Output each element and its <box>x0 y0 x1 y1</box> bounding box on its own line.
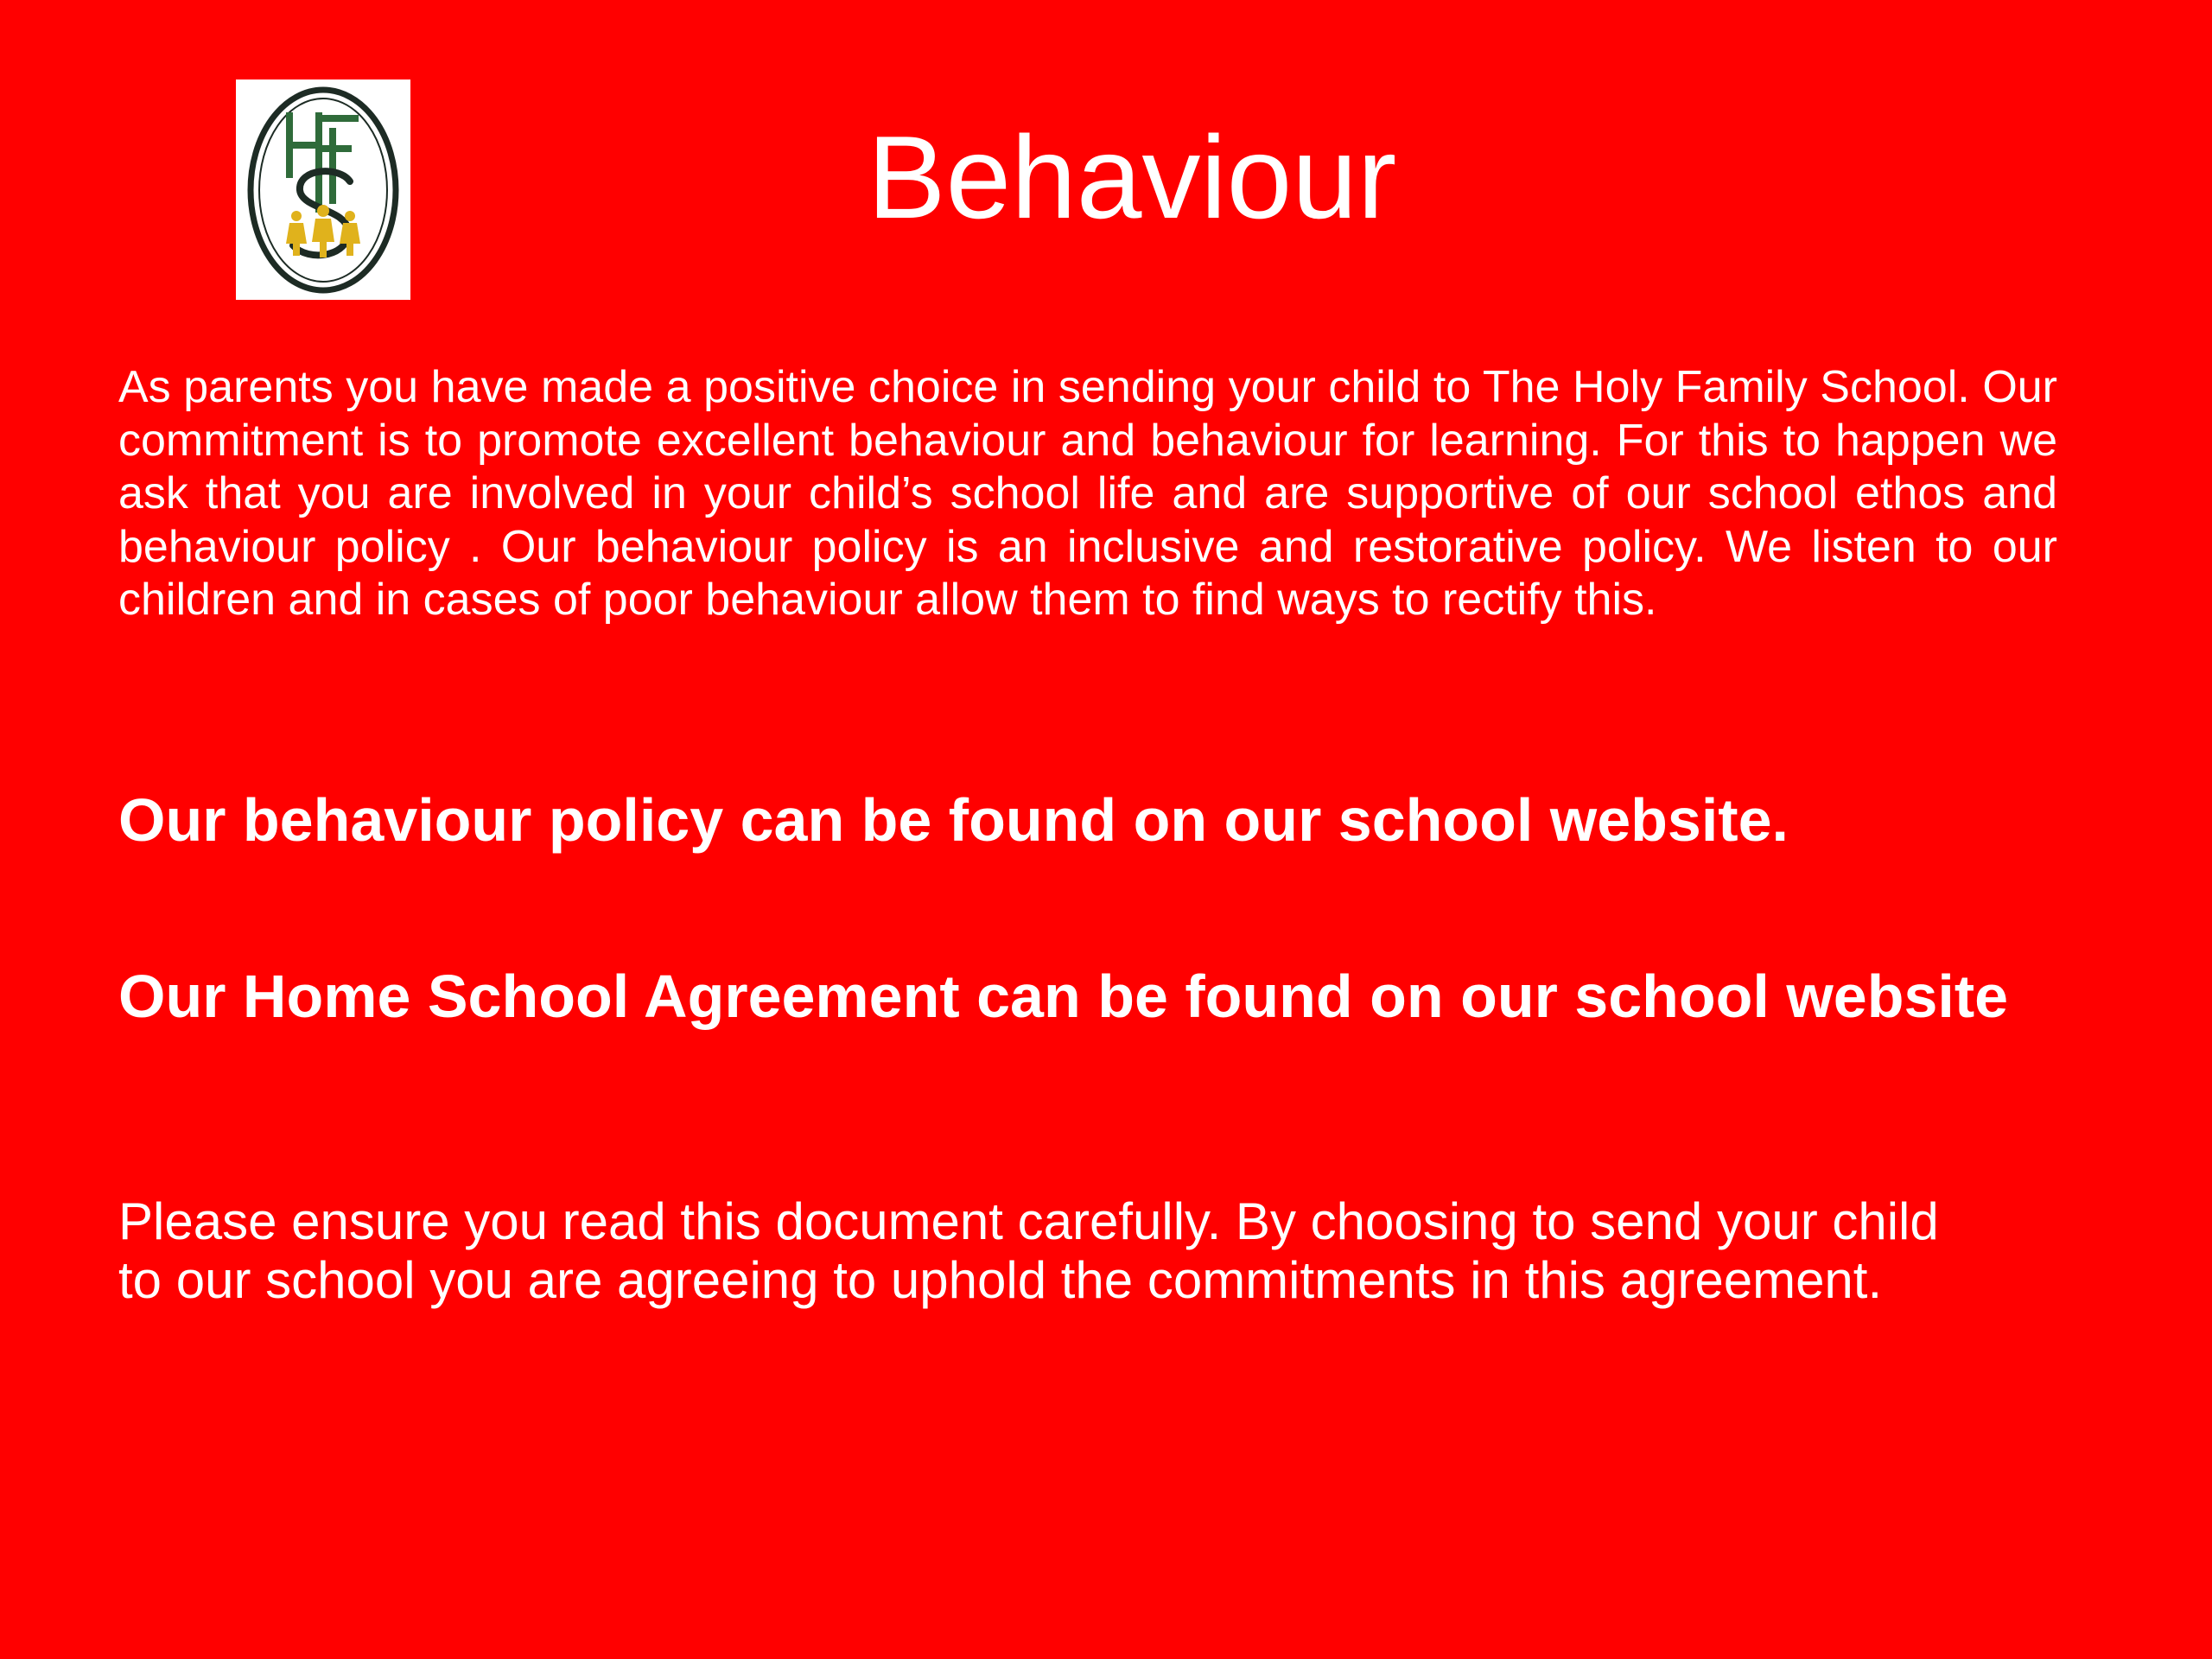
behaviour-policy-statement: Our behaviour policy can be found on our school website. <box>118 786 1789 854</box>
home-school-agreement-statement: Our Home School Agreement can be found on our school website <box>118 963 2009 1030</box>
school-crest-icon <box>236 79 410 300</box>
slide-title: Behaviour <box>867 111 1397 243</box>
intro-paragraph: As parents you have made a positive choice in sending your child to The Holy Family School. Our commitment is to promote excellent behaviour and behaviour for learning. For this to happen we ask that you are involved in your child’s school life and are supportive of our school ethos and behaviour policy . Our behaviour policy is an inclusive and restorative policy. We listen to our children and in cases of poor behaviour allow them to find ways to rectify this. <box>118 362 2057 625</box>
closing-paragraph: Please ensure you read this document carefully. By choosing to send your child to our school you are agreeing to uphold the commitments in this agreement. <box>118 1192 1939 1309</box>
school-crest-logo <box>236 79 410 300</box>
